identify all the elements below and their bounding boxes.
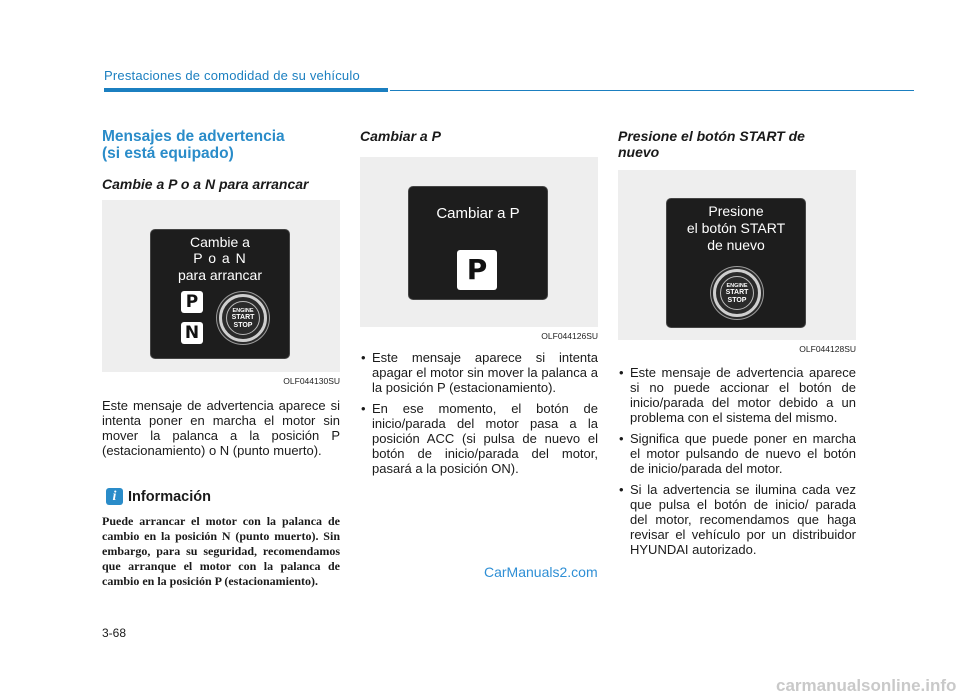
section-title-line1: Mensajes de advertencia [102, 128, 285, 145]
subtitle-cambie: Cambie a P o a N para arrancar [102, 176, 309, 192]
figure-caption-3: OLF044128SU [799, 344, 856, 354]
start-button-line2: START [231, 314, 255, 321]
bullet-list-2 [360, 350, 598, 482]
subtitle-cambiar: Cambiar a P [360, 128, 441, 144]
display-line3: para arrancar [177, 267, 263, 283]
cluster-display-3 [666, 198, 806, 328]
info-icon: i [106, 488, 123, 505]
start-button-line3: STOP [233, 322, 253, 329]
start-button-line1: ENGINE [726, 283, 748, 289]
subtitle-presione-line1: Presione el botón START de [618, 128, 805, 144]
info-text: Puede arrancar el motor con la palanca de cambio en la posición N (punto muerto). Sin embargo, para su seguridad, recomendamos que arranque el motor con la palanca de cambio en la posición P (estacionamiento). [102, 514, 340, 588]
column-1 [102, 128, 340, 192]
display2-line1: Cambiar a P [436, 205, 520, 222]
bullet-item: • Significa que puede poner en marcha el motor pulsando de nuevo el botón de inicio/parada del motor. [618, 431, 856, 476]
gear-p-large-icon: P [457, 250, 497, 290]
info-title: Información [128, 489, 211, 505]
bullet-list-3 [618, 365, 856, 563]
body-text-cambie: Este mensaje de advertencia aparece si intenta poner en marcha el motor sin mover la palanca a la posición P (estacionamiento) o N (punto muerto). [102, 398, 340, 458]
figure-caption-1: OLF044130SU [283, 376, 340, 386]
display3-line2: el botón START [686, 220, 786, 236]
gear-p-icon: P [181, 291, 203, 313]
header-title: Prestaciones de comodidad de su vehículo [104, 68, 360, 83]
column-3 [618, 128, 856, 160]
bullet-item: • Este mensaje aparece si intenta apagar el motor sin mover la palanca a la posición P (estacionamiento). [360, 350, 598, 395]
engine-start-stop-icon [219, 294, 267, 342]
section-title-line2: (si está equipado) [102, 145, 234, 162]
bullet-item: • Si la advertencia se ilumina cada vez que pulsa el botón de inicio/ parada del motor, recomendamos que haga revisar el vehículo por un distribuidor HYUNDAI autorizado. [618, 482, 856, 557]
page-number: 3-68 [102, 626, 127, 640]
footer-watermark: carmanualsonline.info [776, 676, 957, 695]
engine-start-stop-icon [713, 269, 761, 317]
header-rule-thin [390, 90, 914, 91]
display-line1: Cambie a [190, 234, 250, 250]
display3-line1: Presione [708, 203, 764, 219]
start-button-line3: STOP [727, 297, 747, 304]
watermark-link[interactable]: CarManuals2.com [484, 564, 598, 580]
header-rule-thick [104, 88, 388, 92]
display-line2: P o a N [193, 250, 247, 266]
subtitle-presione-line2: nuevo [618, 144, 660, 160]
start-button-line2: START [725, 289, 749, 296]
figure-cambie-p-n [102, 200, 340, 372]
cluster-display [150, 229, 290, 359]
cluster-display-2 [408, 186, 548, 300]
bullet-item: • En ese momento, el botón de inicio/parada del motor pasa a la posición ACC (si pulsa de nuevo el botón de inicio/parada del motor, pasará a la posición ON). [360, 401, 598, 476]
gear-n-icon: N [181, 322, 203, 344]
bullet-item: • Este mensaje de advertencia aparece si no puede accionar el botón de inicio/parada del motor debido a un problema con el sistema del mismo. [618, 365, 856, 425]
figure-cambiar-p [360, 157, 598, 327]
column-2 [360, 128, 598, 144]
display3-line3: de nuevo [707, 237, 765, 253]
figure-presione-start [618, 170, 856, 340]
figure-caption-2: OLF044126SU [541, 331, 598, 341]
start-button-line1: ENGINE [232, 308, 254, 314]
